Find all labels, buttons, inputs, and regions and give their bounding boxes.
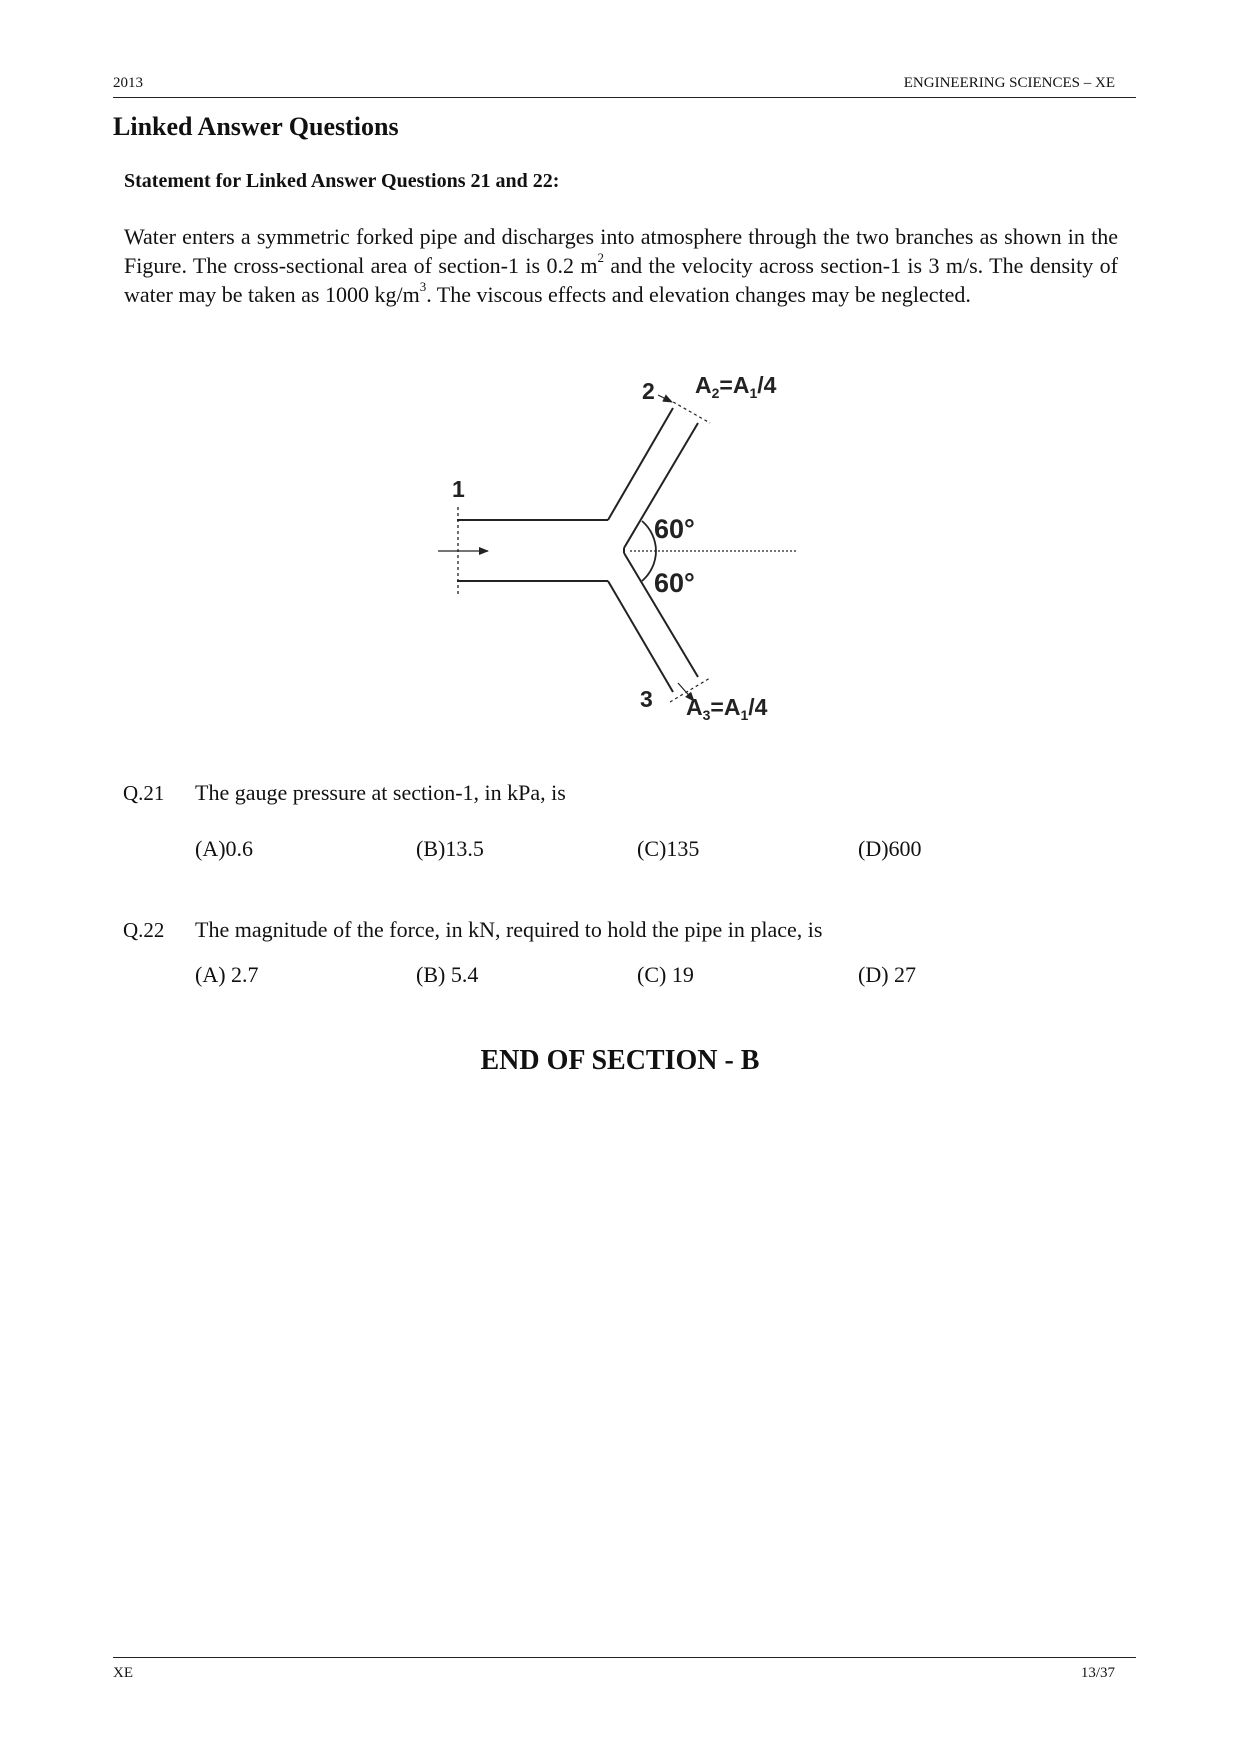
question-text: The gauge pressure at section-1, in kPa, is [195, 780, 566, 805]
option-d: (D) 27 [858, 962, 917, 987]
header-subject: ENGINEERING SCIENCES – XE [903, 75, 1115, 91]
option-c: (C)135 [637, 836, 700, 861]
header-rule [113, 97, 1136, 98]
option-b: (B) 5.4 [416, 962, 479, 987]
option-a: (A)0.6 [195, 836, 254, 861]
end-of-section-heading: END OF SECTION - B [480, 1045, 760, 1076]
question-number: Q.21 [123, 781, 165, 805]
statement-title: Statement for Linked Answer Questions 21 and 22: [124, 170, 560, 192]
footer-rule [113, 1657, 1136, 1658]
question-number: Q.22 [123, 918, 165, 942]
label-section-1: 1 [452, 476, 465, 502]
pipe-outline [457, 408, 698, 692]
footer-paper-code: XE [113, 1665, 133, 1681]
header-year: 2013 [113, 75, 143, 91]
label-section-3: 3 [640, 686, 653, 712]
option-d: (D)600 [858, 836, 922, 861]
area-label-3: $A_3=A_1/4$ [686, 694, 768, 723]
section-title: Linked Answer Questions [113, 112, 399, 141]
angle-label-bottom: 60° [654, 568, 695, 598]
area-label-2: $A_2=A_1/4$ [695, 372, 777, 401]
option-a: (A) 2.7 [195, 962, 259, 987]
option-b: (B)13.5 [416, 836, 484, 861]
label-section-2: 2 [642, 378, 655, 404]
question-text: The magnitude of the force, in kN, required to hold the pipe in place, is [195, 917, 823, 942]
page-number: 13/37 [1080, 1665, 1115, 1681]
forked-pipe-figure [420, 365, 820, 735]
angle-label-top: 60° [654, 514, 695, 544]
option-c: (C) 19 [637, 962, 694, 987]
statement-paragraph: Water enters a symmetric forked pipe and discharges into atmosphere through the two branches as shown in the Figure. The cross-sectional area of section-1 is 0.2 $m^2$ and the velocity across section-1 is 3 m/s. The density of water may be taken as 1000 $kg/m^3$. The viscous effects and elevation changes may be neglected. [124, 224, 1118, 307]
